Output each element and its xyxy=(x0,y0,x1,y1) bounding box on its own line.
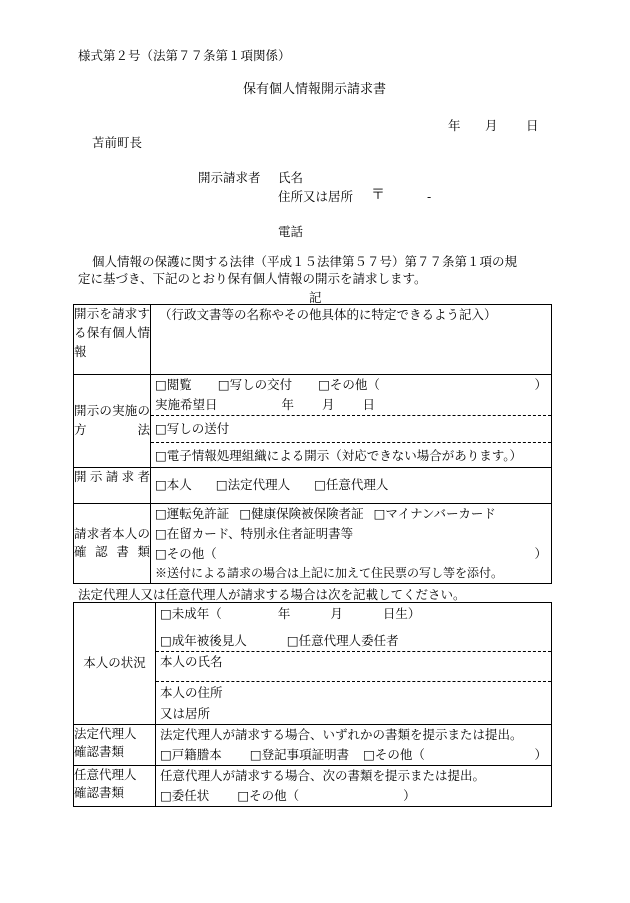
option-voluntary-agent-checkbox[interactable]: □任意代理人 xyxy=(314,476,389,492)
principal-address-field[interactable] xyxy=(156,682,551,703)
agent-table xyxy=(73,602,552,807)
option-other-voluntary-checkbox[interactable]: □その他（ xyxy=(237,788,300,803)
principal-status-label: 本人の状況 xyxy=(74,603,156,725)
option-legal-agent-checkbox[interactable]: □法定代理人 xyxy=(215,476,291,492)
row-requester-type xyxy=(74,467,552,503)
postal-mark: 〒 xyxy=(371,187,385,203)
page-title: 保有個人情報開示請求書 xyxy=(243,82,387,97)
option-electronic-checkbox[interactable]: □電子情報処理組織による開示（対応できない場合があります。） xyxy=(155,448,523,464)
voluntary-agent-label-1: 任意代理人 xyxy=(74,766,137,782)
option-copy-checkbox[interactable]: □写しの交付 xyxy=(217,377,293,392)
principal-address-label-2: 又は居所 xyxy=(160,705,211,721)
name-label: 氏名 xyxy=(278,170,304,185)
desired-day-label: 日 xyxy=(362,397,376,413)
addressee: 苫前町長 xyxy=(92,135,143,150)
requested-info-hint: （行政文書等の名称やその他具体的に特定できるよう記入） xyxy=(159,307,497,322)
option-license-checkbox[interactable]: □運転免許証 xyxy=(155,505,230,521)
row-requested-info xyxy=(74,305,552,375)
ki-label: 記 xyxy=(309,290,322,305)
option-self-checkbox[interactable]: □本人 xyxy=(155,476,192,492)
option-view-checkbox[interactable]: □閲覧 xyxy=(155,377,192,392)
date-year-label: 年 xyxy=(448,118,461,133)
close-paren: ） xyxy=(403,788,416,803)
principal-status-fields xyxy=(156,603,552,725)
option-ward-checkbox[interactable]: □成年被後見人 xyxy=(160,633,247,649)
principal-address-label-1: 本人の住所 xyxy=(160,685,223,701)
birth-year-label: 年 xyxy=(277,606,291,621)
option-insurance-checkbox[interactable]: □健康保険被保険者証 xyxy=(239,505,364,521)
close-paren: ） xyxy=(534,545,547,561)
close-paren: ） xyxy=(534,746,547,762)
desired-year-label: 年 xyxy=(281,397,295,413)
row-id-documents xyxy=(74,503,552,584)
row-voluntary-agent-docs xyxy=(74,765,552,806)
option-koseki-checkbox[interactable]: □戸籍謄本 xyxy=(160,746,222,762)
principal-name-label: 本人の氏名 xyxy=(160,654,223,670)
desired-date-label: 実施希望日 xyxy=(155,397,218,413)
intro-line-2: 定に基づき、下記のとおり保有個人情報の開示を請求します。 xyxy=(78,271,427,286)
mail-note: ※送付による請求の場合は上記に加えて住民票の写し等を添付。 xyxy=(155,565,504,580)
birth-day-label: 日生） xyxy=(382,606,421,621)
row-legal-agent-docs xyxy=(74,724,552,765)
phone-label: 電話 xyxy=(278,224,304,239)
legal-agent-label-1: 法定代理人 xyxy=(74,725,137,741)
birth-month-label: 月 xyxy=(330,606,343,621)
requester-type-options xyxy=(151,467,552,503)
desired-month-label: 月 xyxy=(322,397,335,413)
option-other-id-checkbox[interactable]: □その他（ xyxy=(155,545,217,561)
close-paren: ） xyxy=(534,377,547,392)
request-table xyxy=(73,304,552,584)
voluntary-agent-text: 任意代理人が請求する場合、次の書類を提示または提出。 xyxy=(160,767,486,783)
row-principal-status xyxy=(74,603,552,725)
voluntary-agent-label-2: 確認書類 xyxy=(74,785,125,800)
option-registry-checkbox[interactable]: □登記事項証明書 xyxy=(249,746,350,762)
requested-info-field[interactable] xyxy=(151,305,552,375)
legal-agent-text: 法定代理人が請求する場合、いずれかの書類を提示または提出。 xyxy=(160,726,523,742)
form-number: 様式第２号（法第７７条第１項関係） xyxy=(78,48,291,63)
option-letter-checkbox[interactable]: □委任状 xyxy=(160,788,210,803)
id-documents-options xyxy=(151,503,552,584)
option-mail-checkbox[interactable]: □写しの送付 xyxy=(155,421,230,437)
disclosure-method-label: 開示の実施の方法 xyxy=(74,375,151,468)
option-mynumber-checkbox[interactable]: □マイナンバーカード xyxy=(373,505,496,521)
row-disclosure-method xyxy=(74,375,552,468)
agent-intro: 法定代理人又は任意代理人が請求する場合は次を記載してください。 xyxy=(78,587,466,602)
option-minor-checkbox[interactable]: □未成年（ xyxy=(160,606,222,621)
postal-dash: - xyxy=(427,189,432,204)
option-residence-card-checkbox[interactable]: □在留カード、特別永住者証明書等 xyxy=(155,525,354,541)
option-other-checkbox[interactable]: □その他（ xyxy=(318,377,380,392)
requested-info-label: 開示を請求する保有個人情報 xyxy=(74,305,151,375)
option-other-legal-checkbox[interactable]: □その他（ xyxy=(363,746,425,762)
date-day-label: 日 xyxy=(526,118,539,133)
requester-label: 開示請求者 xyxy=(198,170,261,185)
legal-agent-label-2: 確認書類 xyxy=(74,743,125,759)
principal-name-field[interactable] xyxy=(156,652,551,682)
date-month-label: 月 xyxy=(485,118,498,133)
address-label: 住所又は居所 xyxy=(278,189,354,204)
id-documents-label: 請求者本人の確認書類 xyxy=(74,503,151,584)
option-principal-agent-checkbox[interactable]: □任意代理人委任者 xyxy=(286,633,399,649)
requester-type-label: 開示請求者 xyxy=(74,467,151,503)
intro-line-1: 個人情報の保護に関する法律（平成１５法律第５７号）第７７条第１項の規 xyxy=(92,254,518,269)
disclosure-method-options xyxy=(151,375,552,468)
